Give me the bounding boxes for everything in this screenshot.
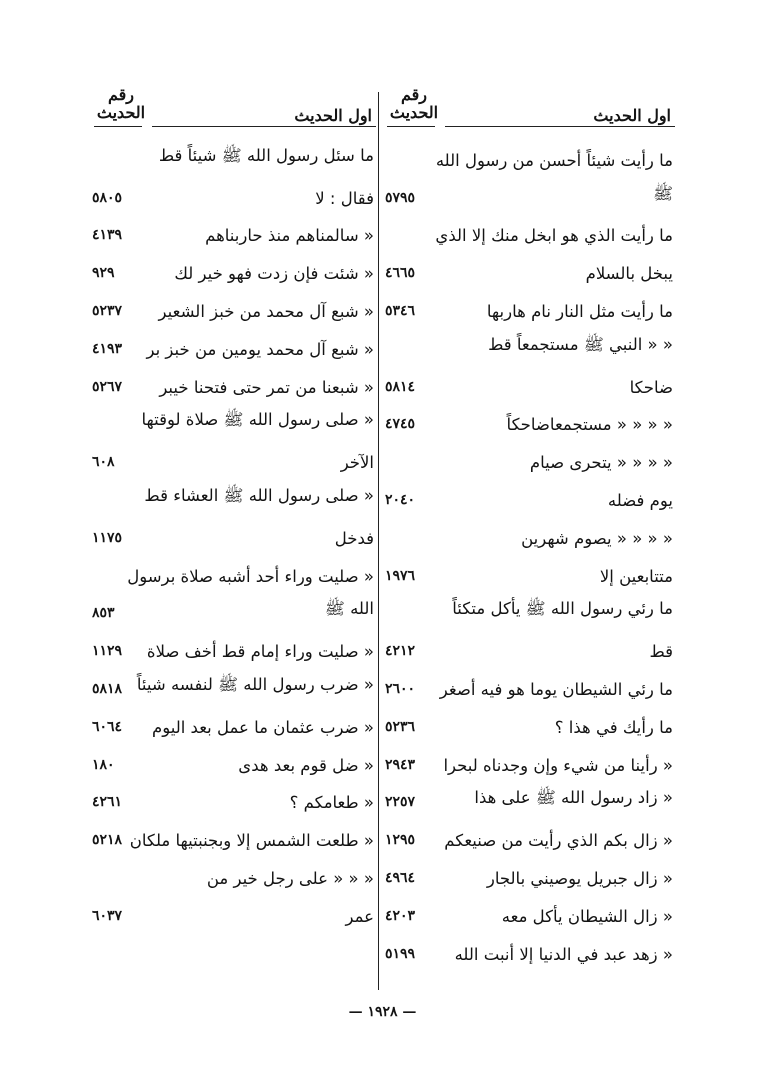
hadith-opening: ما سئل رسول الله ﷺ شيئاً قط [158, 145, 374, 165]
list-item [92, 474, 376, 512]
hadith-opening: الآخر [340, 453, 374, 473]
hadith-number: ٤٧٤٥ [385, 416, 416, 433]
hadith-opening: « ضل قوم بعد هدى [238, 755, 374, 775]
number-column-heading [92, 86, 150, 122]
list-item [92, 550, 376, 588]
list-item [385, 474, 675, 512]
hadith-number: ٥١٩٩ [385, 945, 416, 962]
hadith-opening: قط [649, 642, 673, 662]
hadith-opening: « شبعنا من تمر حتى فتحنا خيبر [159, 377, 374, 397]
hadith-opening: ما رأيت الذي هو ابخل منك إلا الذي [435, 226, 673, 246]
list-item [385, 512, 675, 550]
page-number: — ١٩٢٨ — [348, 1004, 417, 1020]
hadith-opening: « « « على رجل خير من [206, 868, 374, 888]
list-item [385, 852, 675, 890]
list-item [92, 210, 376, 248]
hadith-opening: ما رأيك في هذا ؟ [554, 717, 673, 737]
number-heading-line-2: الحديث [389, 103, 439, 122]
list-item [385, 588, 675, 626]
hadith-number: ٥٣٤٦ [385, 302, 416, 319]
list-item [92, 852, 376, 890]
number-heading-line-1: رقم [400, 85, 428, 104]
list-item [92, 777, 376, 815]
hadith-opening: « زال جبريل يوصيني بالجار [486, 868, 673, 888]
list-item [92, 814, 376, 852]
hadith-list [92, 134, 376, 928]
hadith-opening: « زال بكم الذي رأيت من صنيعكم [444, 831, 673, 851]
hadith-opening: متتابعين إلا [599, 566, 673, 586]
hadith-number: ٤٩٦٤ [385, 869, 416, 886]
hadith-number: ٥٢٣٦ [385, 718, 416, 735]
hadith-number: ٢٢٥٧ [385, 794, 416, 811]
list-item [385, 701, 675, 739]
hadith-number: ٥٨١٨ [92, 680, 123, 697]
column-divider [378, 92, 379, 990]
hadith-opening: « صليت وراء إمام قط أخف صلاة [146, 642, 374, 662]
hadith-opening: يوم فضله [607, 490, 673, 510]
hadith-opening: ما رئي الشيطان يوما هو فيه أصغر [439, 679, 673, 699]
hadith-opening: « صلى رسول الله ﷺ صلاة لوقتها [141, 410, 374, 430]
hadith-opening: عمر [345, 906, 374, 926]
hadith-number: ١٩٧٦ [385, 567, 416, 584]
hadith-opening: ما رأيت شيئاً أحسن من رسول الله [435, 150, 673, 170]
hadith-number: ٤١٩٣ [92, 340, 123, 357]
list-item [92, 890, 376, 928]
hadith-opening: « شبع آل محمد يومين من خبز بر [146, 339, 374, 359]
index-column-left [92, 82, 376, 928]
hadith-opening: فقال : لا [315, 188, 374, 208]
hadith-number: ١١٧٥ [92, 529, 123, 546]
list-item [385, 247, 675, 285]
list-item [92, 247, 376, 285]
hadith-opening: « « « « يتحرى صيام [529, 453, 673, 473]
hadith-number: ٢٩٤٣ [385, 756, 416, 773]
list-item [92, 436, 376, 474]
hadith-number: ٢٦٠٠ [385, 680, 416, 697]
list-item [385, 814, 675, 852]
hadith-number: ٦٠٦٤ [92, 718, 123, 735]
list-item [92, 512, 376, 550]
number-column-heading [385, 86, 443, 122]
hadith-opening: « زهد عبد في الدنيا إلا أنبت الله [454, 944, 673, 964]
title-column-heading: اول الحديث [294, 106, 372, 125]
hadith-number: ١٢٩٥ [385, 832, 416, 849]
hadith-opening: « شبع آل محمد من خبز الشعير [158, 301, 374, 321]
hadith-number: ٥٧٩٥ [385, 189, 416, 206]
hadith-opening: « زال الشيطان يأكل معه [501, 906, 673, 926]
header-rule [445, 126, 675, 127]
header-rule [387, 126, 435, 127]
hadith-opening: « رأينا من شيء وإن وجدناه لبحرا [443, 755, 673, 775]
hadith-opening: « سالمناهم منذ حاربناهم [205, 226, 374, 246]
hadith-list [385, 134, 675, 966]
list-item [92, 739, 376, 777]
hadith-number: ٤٢٦١ [92, 794, 123, 811]
hadith-opening: الله ﷺ [324, 599, 374, 619]
list-item [92, 663, 376, 701]
list-item [385, 928, 675, 966]
list-item [92, 172, 376, 210]
column-header [92, 82, 376, 134]
list-item [385, 625, 675, 663]
list-item [92, 399, 376, 437]
hadith-opening: « صليت وراء أحد أشبه صلاة برسول [127, 566, 374, 586]
hadith-opening: « صلى رسول الله ﷺ العشاء قط [144, 485, 374, 505]
list-item [385, 134, 675, 172]
hadith-opening: « « « « يصوم شهرين [521, 528, 673, 548]
hadith-opening: ما رأيت مثل النار نام هاربها [486, 301, 673, 321]
list-item [92, 625, 376, 663]
hadith-opening: « طعامكم ؟ [289, 793, 374, 813]
hadith-opening: ما رئي رسول الله ﷺ يأكل متكئاً [452, 599, 673, 619]
hadith-opening: « « « « مستجمعاضاحكاً [506, 415, 673, 435]
hadith-opening: يبخل بالسلام [585, 264, 673, 284]
hadith-number: ١١٢٩ [92, 643, 123, 660]
hadith-number: ٤٦٦٥ [385, 265, 416, 282]
list-item [92, 323, 376, 361]
hadith-opening: « شئت فإن زدت فهو خير لك [174, 264, 374, 284]
hadith-opening: ﷺ [653, 183, 673, 203]
number-heading-line-2: الحديث [96, 103, 146, 122]
list-item [385, 210, 675, 248]
list-item [92, 701, 376, 739]
header-rule [152, 126, 376, 127]
list-item [385, 361, 675, 399]
list-item [385, 285, 675, 323]
hadith-number: ٥٨١٤ [385, 378, 416, 395]
hadith-opening: « « النبي ﷺ مستجمعاً قط [488, 334, 673, 354]
list-item [385, 172, 675, 210]
hadith-number: ٤١٣٩ [92, 227, 123, 244]
list-item [92, 361, 376, 399]
hadith-opening: « ضرب عثمان ما عمل بعد اليوم [151, 717, 374, 737]
title-column-heading: اول الحديث [593, 106, 671, 125]
hadith-number: ٤٢٠٣ [385, 907, 416, 924]
hadith-opening: « ضرب رسول الله ﷺ لنفسه شيئاً [136, 674, 374, 694]
index-column-right [385, 82, 675, 966]
list-item [385, 777, 675, 815]
hadith-number: ٢٠٤٠ [385, 491, 416, 508]
list-item [385, 399, 675, 437]
hadith-number: ٤٢١٢ [385, 643, 416, 660]
hadith-number: ٦٠٣٧ [92, 907, 123, 924]
hadith-number: ٥٢٣٧ [92, 302, 123, 319]
number-heading-line-1: رقم [107, 85, 135, 104]
list-item [92, 285, 376, 323]
hadith-number: ٨٥٣ [92, 605, 115, 622]
list-item [385, 550, 675, 588]
list-item [385, 663, 675, 701]
hadith-number: ٦٠٨ [92, 454, 115, 471]
list-item [92, 134, 376, 172]
hadith-number: ٥٨٠٥ [92, 189, 123, 206]
hadith-number: ١٨٠ [92, 756, 115, 773]
header-rule [94, 126, 142, 127]
list-item [385, 890, 675, 928]
hadith-number: ٥٢٦٧ [92, 378, 123, 395]
list-item [385, 323, 675, 361]
hadith-opening: ضاحكا [629, 377, 673, 397]
list-item [92, 588, 376, 626]
hadith-opening: فدخل [334, 528, 374, 548]
hadith-number: ٩٢٩ [92, 265, 115, 282]
column-header [385, 82, 675, 134]
hadith-opening: « زاد رسول الله ﷺ على هذا [474, 788, 673, 808]
list-item [385, 739, 675, 777]
hadith-number: ٥٢١٨ [92, 832, 123, 849]
list-item [385, 436, 675, 474]
hadith-opening: « طلعت الشمس إلا وبجنبتيها ملكان [129, 831, 374, 851]
